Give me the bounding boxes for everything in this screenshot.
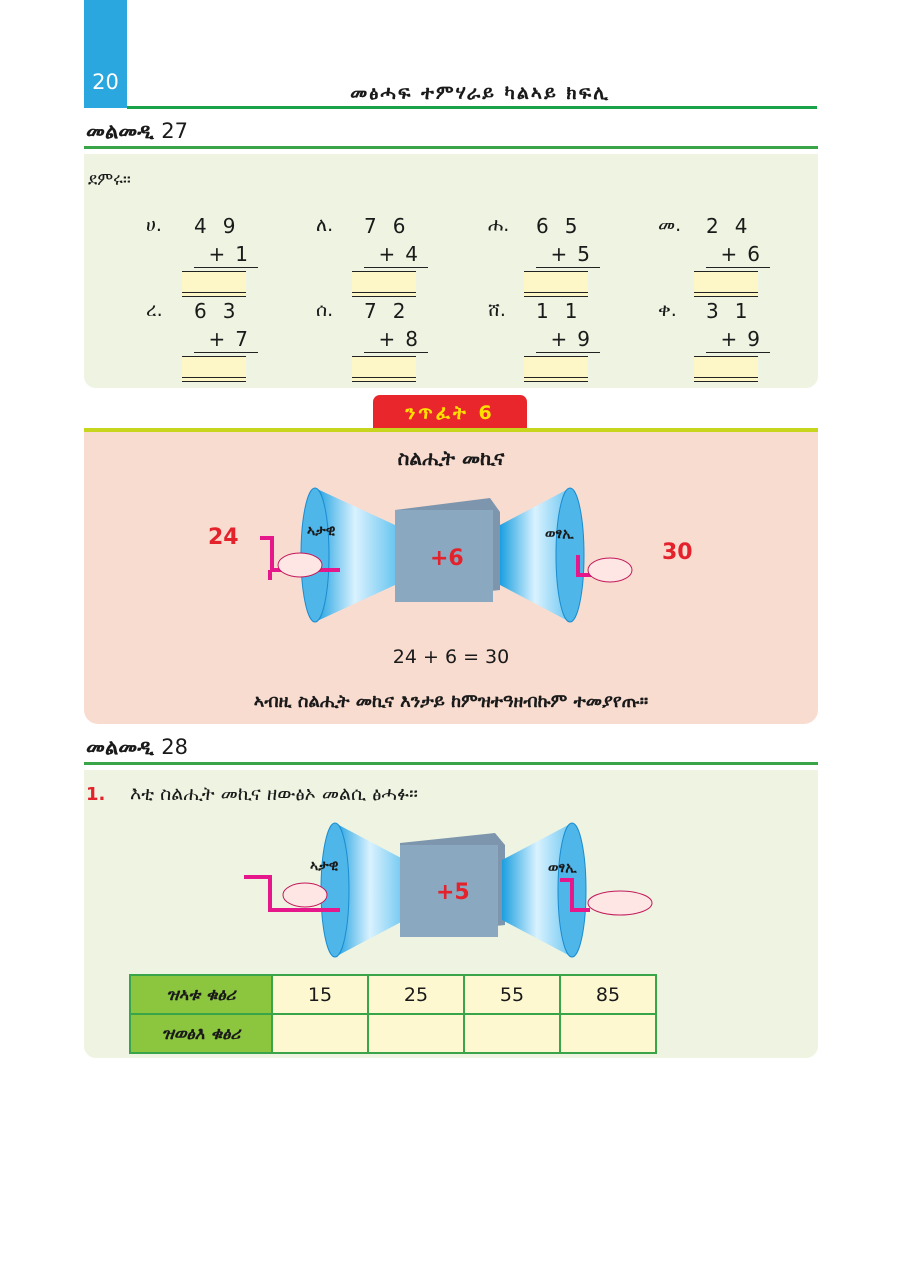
output-hand-icon (588, 891, 652, 915)
header-rule (127, 106, 817, 109)
question-text: እቲ ስልሒት መኪና ዘውፅኦ መልሲ ፅሓፉ። (130, 783, 419, 805)
output-cell[interactable] (464, 1014, 560, 1053)
problem-addend: +9 (536, 327, 600, 353)
input-cell: 25 (368, 975, 464, 1014)
input-cell: 85 (560, 975, 656, 1014)
answer-box[interactable] (524, 271, 588, 296)
activity-banner: ንጥፈት 6 (373, 395, 527, 431)
table-row (130, 1014, 656, 1053)
input-value: 24 (208, 525, 239, 550)
problem-addend: +6 (706, 242, 770, 268)
answer-box[interactable] (524, 356, 588, 381)
input-label: ኣታዊ (307, 523, 336, 539)
problem-top-number: 72 (364, 299, 422, 323)
input-hand-icon (278, 553, 322, 577)
problem-top-number: 24 (706, 214, 764, 238)
exercise-word: መልመዲ (86, 119, 154, 143)
instruction: ደምሩ። (88, 170, 131, 190)
addition-problem (488, 299, 608, 381)
output-value: 30 (662, 540, 693, 565)
problem-addend: +5 (536, 242, 600, 268)
row-header-input: ዝኣቱ ቁፅሪ (130, 975, 272, 1014)
page-number: 20 (92, 70, 119, 94)
output-label: ወፃኢ (545, 526, 574, 542)
addition-problem (488, 214, 608, 296)
problem-label: ለ. (316, 214, 334, 236)
problem-top-number: 11 (536, 299, 594, 323)
problem-label: ሰ. (316, 299, 334, 321)
problem-label: ሸ. (488, 299, 506, 321)
addition-problem (316, 214, 436, 296)
problem-top-number: 31 (706, 299, 764, 323)
book-title: መፅሓፍ ተምሃራይ ካልኣይ ክፍሊ (350, 82, 610, 104)
problem-top-number: 63 (194, 299, 252, 323)
problem-addend: +1 (194, 242, 258, 268)
machine-rule: +6 (430, 546, 464, 571)
problem-label: ረ. (146, 299, 163, 321)
problem-addend: +8 (364, 327, 428, 353)
exercise-word: መልመዲ (86, 735, 154, 759)
input-cell: 15 (272, 975, 368, 1014)
exercise-27-title (86, 119, 188, 144)
row-header-output: ዝወፅእ ቁፅሪ (130, 1014, 272, 1053)
answer-box[interactable] (352, 356, 416, 381)
problem-label: ሐ. (488, 214, 510, 236)
input-hand-icon (283, 883, 327, 907)
addition-problem (658, 299, 778, 381)
exercise-number: 27 (161, 119, 188, 143)
exercise-28-title (86, 735, 188, 760)
input-output-table (129, 974, 657, 1054)
question-number: 1. (86, 784, 106, 805)
answer-box[interactable] (694, 356, 758, 381)
input-cell: 55 (464, 975, 560, 1014)
machine-rule: +5 (436, 880, 470, 905)
example-equation: 24 + 6 = 30 (392, 646, 510, 668)
output-cell[interactable] (560, 1014, 656, 1053)
output-cell[interactable] (272, 1014, 368, 1053)
output-label: ወፃኢ (548, 860, 577, 876)
output-hand-icon (588, 558, 632, 582)
exercise-number: 28 (161, 735, 188, 759)
table-row (130, 975, 656, 1014)
output-cell[interactable] (368, 1014, 464, 1053)
problem-addend: +7 (194, 327, 258, 353)
addition-problem (146, 214, 266, 296)
problem-top-number: 49 (194, 214, 252, 238)
problem-label: ሀ. (146, 214, 162, 236)
addition-problem (658, 214, 778, 296)
answer-box[interactable] (182, 271, 246, 296)
activity-title: ስልሒት መኪና (397, 446, 505, 470)
problem-label: መ. (658, 214, 682, 236)
problem-top-number: 65 (536, 214, 594, 238)
problem-top-number: 76 (364, 214, 422, 238)
input-label: ኣታዊ (310, 858, 339, 874)
answer-box[interactable] (694, 271, 758, 296)
problem-addend: +9 (706, 327, 770, 353)
problem-addend: +4 (364, 242, 428, 268)
answer-box[interactable] (352, 271, 416, 296)
answer-box[interactable] (182, 356, 246, 381)
problem-label: ቀ. (658, 299, 677, 321)
discussion-prompt: ኣብዚ ስልሒት መኪና እንታይ ከምዝተዓዘብኩም ተመያየጡ። (253, 691, 649, 712)
addition-problem (146, 299, 266, 381)
addition-problem (316, 299, 436, 381)
